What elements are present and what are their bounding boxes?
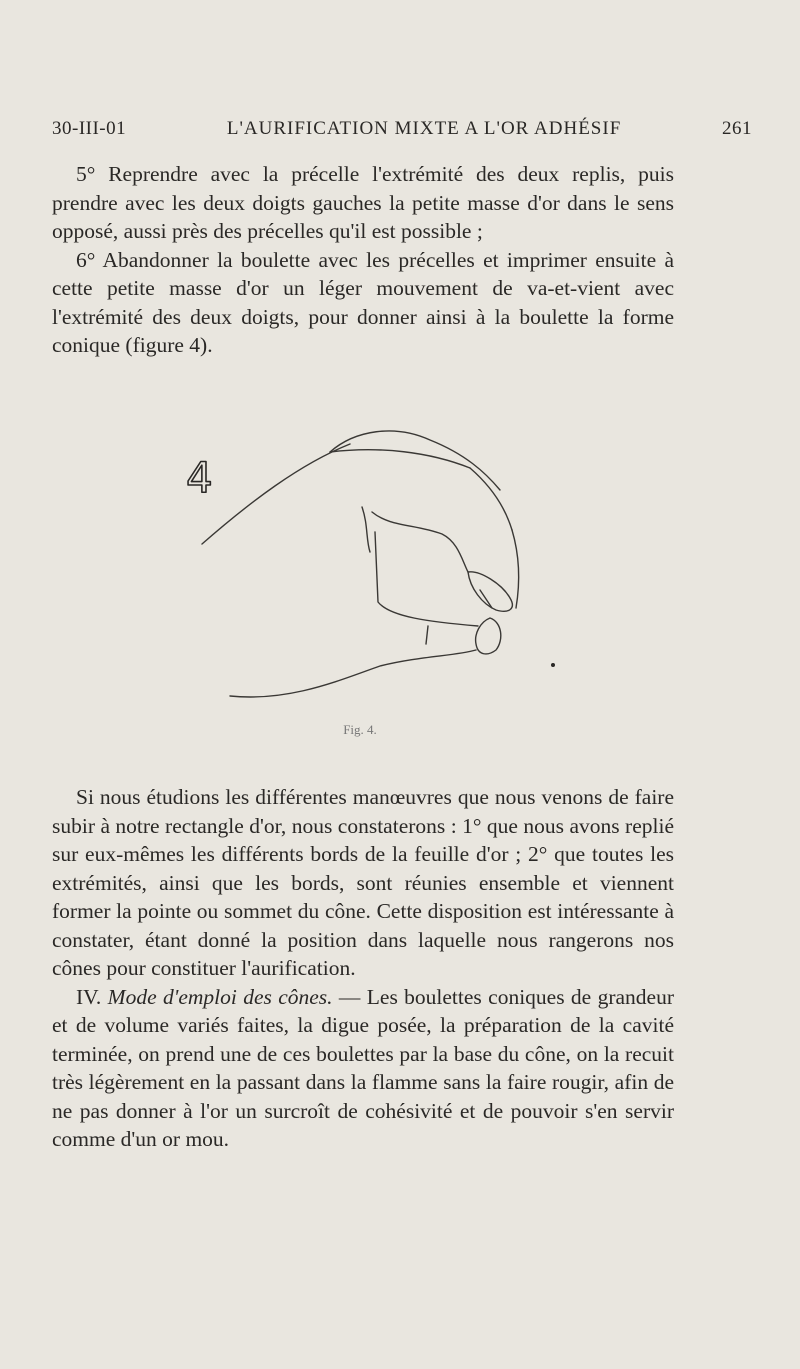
header-date: 30-III-01 — [52, 118, 127, 139]
mode-emploi-paragraph — [52, 983, 674, 1154]
header-title: L'AURIFICATION MIXTE A L'OR ADHÉSIF — [226, 118, 622, 139]
step-5-paragraph: 5° Reprendre avec la précelle l'extrémité des deux replis, puis prendre avec les deux doigts gauches la petite masse d'or dans le sens opposé, aussi près des précelles qu'il est possible ; — [52, 162, 674, 243]
instructions-block — [52, 160, 674, 360]
section-heading: Mode d'emploi des cônes. — [107, 984, 333, 1009]
section-numeral: IV. — [76, 984, 102, 1009]
figure-4-illustration — [180, 412, 580, 712]
figure-caption: Fig. 4. — [343, 722, 377, 737]
running-header — [52, 118, 752, 140]
analysis-paragraph: Si nous étudions les différentes manœuvres que nous venons de faire subir à notre rectangle d'or, nous constaterons : 1° que nous avons replié sur eux-mêmes les différents bords de la feuille d'or ; 2° que toutes les extrémités, ainsi que les bords, sont réunies ensemble et viennent former la pointe ou sommet du cône. Cette disposition est intéressante à constater, étant donné la position dans laquelle nous rangerons nos cônes pour constituer l'aurification. — [52, 785, 674, 980]
analysis-block — [52, 783, 674, 1154]
step-6-paragraph: 6° Abandonner la boulette avec les précelles et imprimer ensuite à cette petite masse d'or un léger mouvement de va-et-vient avec l'extrémité des deux doigts, pour donner ainsi à la boulette la forme conique (figure 4). — [52, 247, 674, 357]
hand-drawing — [180, 412, 580, 712]
section-body: — Les boulettes coniques de grandeur et de volume variés faites, la digue posée, la préparation de la cavité terminée, on prend une de ces boulettes par la base du cône, on la recuit très légèrement en la passant dans la flamme sans la faire rougir, afin de ne pas donner à l'or un surcroît de cohésivité et de pouvoir s'en servir comme d'un or mou. — [52, 984, 674, 1151]
page-number: 261 — [722, 118, 752, 139]
figure-number-label: 4 — [186, 453, 213, 502]
